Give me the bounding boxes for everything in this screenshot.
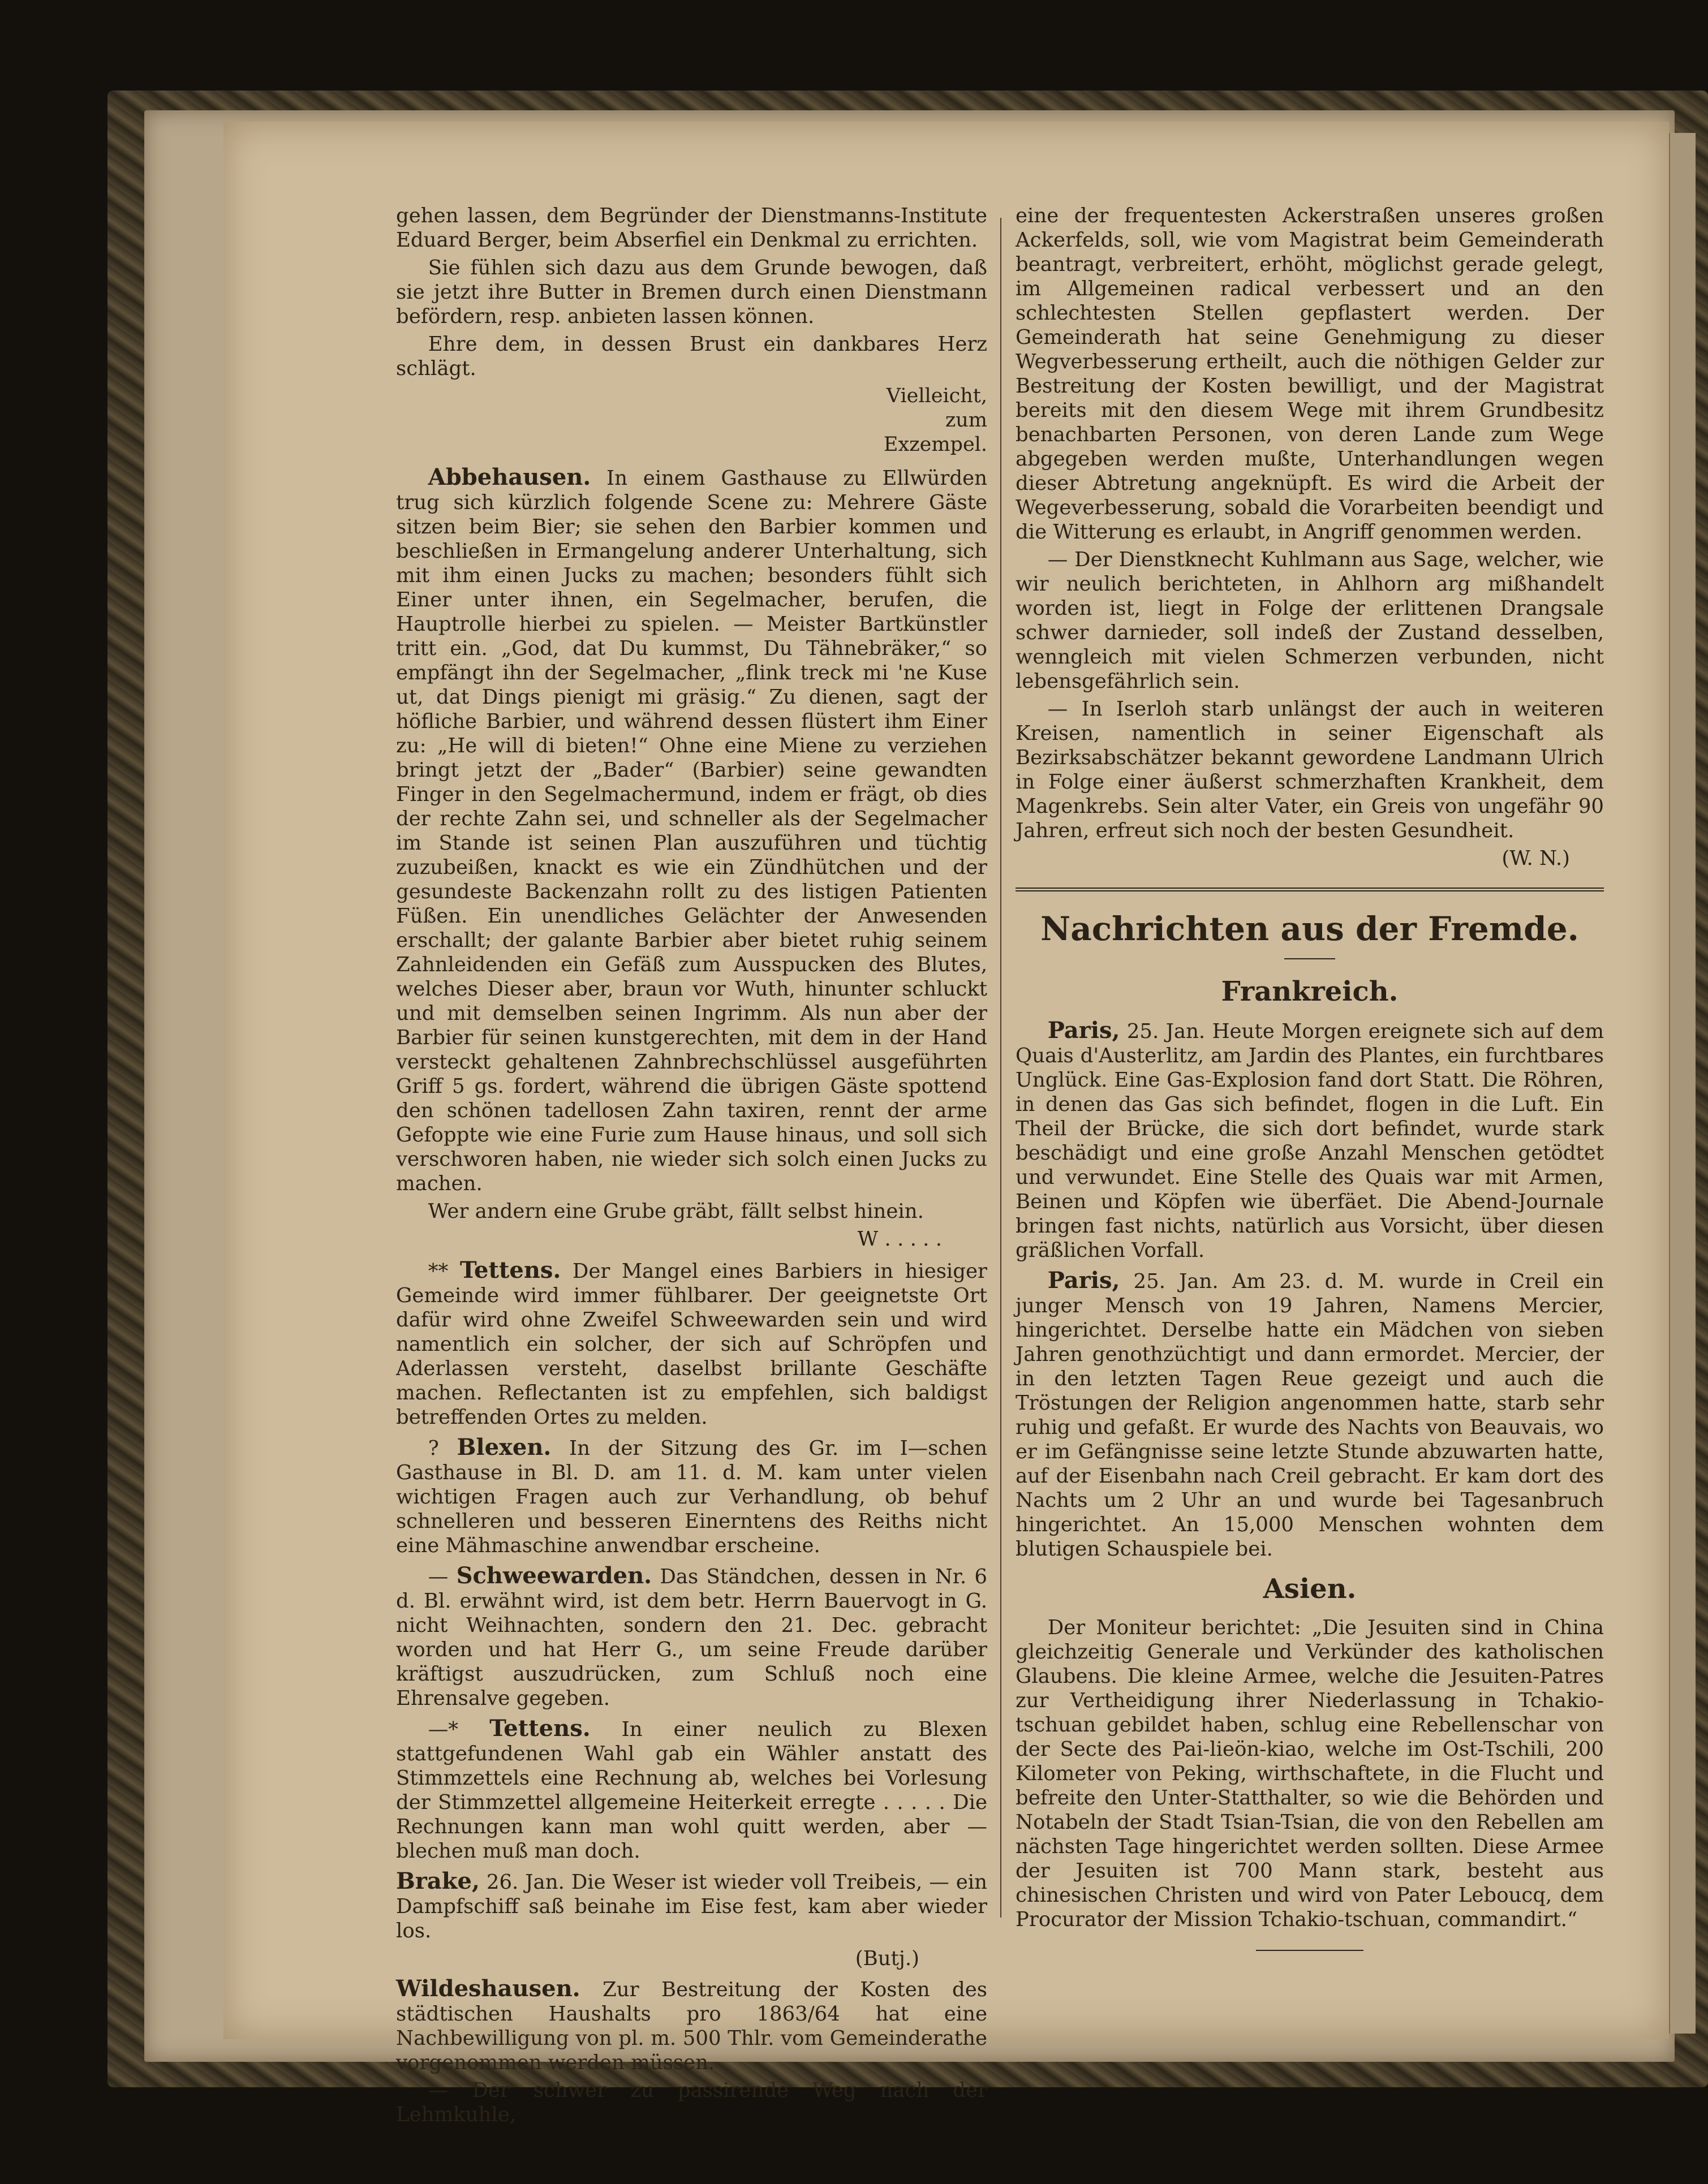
item-text: In einem Gasthause zu Ellwürden trug sich kürzlich folgende Scene zu: Mehrere Gäste sitzen beim Bier; sie sehen den Barbier kommen und beschließen in Ermangelung anderer Unterhaltung, sich mit ihm einen Jucks zu machen; besonders fühlt sich Einer unter ihnen, ein Segelmacher, berufen, die Hauptrolle hierbei zu spielen. — Meister Bartkünstler tritt ein. „God, dat Du kummst, Du Tähnebräker,“ so empfängt ihn der Segelmacher, „flink treck mi 'ne Kuse ut, dat Dings pienigt mi gräsig.“ Zu dienen, sagt der höfliche Barbier, und während dessen flüstert ihm Einer zu: „He will di bieten!“ Ohne eine Miene zu verziehen bringt jetzt der „Bader“ (Barbier) seine gewandten Finger in den Segelmachermund, indem er frägt, ob dies der rechte Zahn sei, und schneller als der Segelmacher im Stande ist seinen Plan auszuführen und tüchtig zuzubeißen, knackt es wie ein Zündhütchen und der gesundeste Backenzahn rollt zu des listigen Patienten Füßen. Ein unendliches Gelächter der Anwesenden erschallt; der galante Barbier aber bietet ruhig seinem Zahnleidenden ein Gefäß zum Ausspucken des Blutes, welches Dieser aber, braun vor Wuth, hinunter schluckt und mit demselben seinen Ingrimm. Als nun aber der Barbier für seinen kunstgerechten, mit dem in der Hand versteckt gehaltenen Zahnbrechschlüssel ausgeführten Griff 5 gs. fordert, während die übrigen Gäste spottend den schönen tadellosen Zahn taxiren, rennt der arme Gefoppte wie eine Furie zum Hause hinaus, und soll sich verschworen haben, nie wieder sich solch einen Jucks zu machen. (396, 467, 987, 1195)
item-text: In der Sitzung des Gr. im I—schen Gasthause in Bl. D. am 11. d. M. kam unter vielen wichtigen Fragen auch zur Verhandlung, ob behuf schnelleren und besseren Einerntens des Reiths nicht eine Mähmaschine anwendbar erscheine. (396, 1437, 987, 1557)
item-text: Das Ständchen, dessen in Nr. 6 d. Bl. erwähnt wird, ist dem betr. Herrn Bauervogt in G. nicht Weihnachten, sondern den 21. Dec. gebracht worden und hat Herr G., um seine Freude darüber kräftigst auszudrücken, zum Schluß noch eine Ehrensalve gegeben. (396, 1565, 987, 1710)
country-heading: Frankreich. (1221, 976, 1399, 1007)
news-item-wildeshausen (396, 1976, 987, 2075)
article-paragraph: — Der Dienstknecht Kuhlmann aus Sage, welcher, wie wir neulich berichteten, in Ahlhorn arg mißhandelt worden ist, liegt in Folge der erlittenen Drangsale schwer darnieder, soll indeß der Zustand desselben, wenngleich mit vielen Schmerzen verbunden, nicht lebensgefährlich sein. (1016, 548, 1604, 693)
article-paragraph: Sie fühlen sich dazu aus dem Grunde bewogen, daß sie jetzt ihre Butter in Bremen durch einen Dienstmann befördern, resp. anbieten lassen können. (396, 256, 987, 328)
news-item-paris (1016, 1018, 1604, 1263)
place-name: Tettens. (489, 1715, 591, 1742)
item-text: 26. Jan. Die Weser ist wieder voll Treibeis, — ein Dampfschiff saß beinahe im Eise fest, kam aber wieder los. (396, 1871, 987, 1942)
source-note: (W. N.) (1502, 847, 1570, 870)
place-name: Blexen. (457, 1434, 552, 1461)
news-item-asien: Der Moniteur berichtet: „Die Jesuiten sind in China gleichzeitig Generale und Verkünder des katholischen Glaubens. Die kleine Armee, welche die Jesuiten-Patres zur Vertheidigung ihrer Niederlassung in Tchakio-tschuan gebildet haben, schlug eine Rebellenschar von der Secte des Pai-lieön-kiao, welche im Ost-Tschili, 200 Kilometer von Peking, wirthschaftete, in die Flucht und befreite den Unter-Statthalter, so wie die Behörden und Notabeln der Stadt Tsian-Tsian, die von den Rebellen am nächsten Tage hingerichtet werden sollten. Diese Armee der Jesuiten ist 700 Mann stark, besteht aus chinesischen Christen und wird von Pater Leboucq, dem Procurator der Mission Tchakio-tschuan, commandirt.“ (1016, 1616, 1604, 1931)
column-divider (1000, 218, 1001, 1918)
place-name: Paris, (1047, 1017, 1120, 1044)
news-item-brake (396, 1869, 987, 1943)
right-column (1016, 204, 1604, 1951)
article-paragraph: Ehre dem, in dessen Brust ein dankbares Herz schlägt. (396, 333, 987, 380)
news-item-tettens: ** Tettens. Der Mangel eines Barbiers in hiesiger Gemeinde wird immer fühlbarer. Der geeignetste Ort dafür wird ohne Zweifel Schweewarden sein und wird namentlich ein solcher, der sich auf Schröpfen und Aderlassen versteht, daselbst brillante Geschäfte machen. Reflectanten ist zu empfehlen, sich baldigst betreffenden Ortes zu melden. (396, 1257, 987, 1429)
item-text: In einer neulich zu Blexen stattgefundenen Wahl gab ein Wähler anstatt des Stimmzettels eine Rechnung ab, welches bei Vorlesung der Stimmzettel allgemeine Heiterkeit erregte . . . . . Die Rechnungen kann man wohl quitt werden, aber — blechen muß man doch. (396, 1718, 987, 1863)
place-name: Abbehausen. (428, 464, 591, 490)
country-heading: Asien. (1263, 1573, 1357, 1605)
signature: W . . . . . (857, 1227, 942, 1251)
item-text: 25. Jan. Am 23. d. M. wurde in Creil ein junger Mensch von 19 Jahren, Namens Mercier, hingerichtet. Derselbe hatte ein Mädchen von sieben Jahren genothzüchtigt und dann ermordet. Mercier, der in den letzten Tagen Reue gezeigt und auch die Tröstungen der Religion angenommen hatte, starb sehr ruhig und gefaßt. Er wurde des Nachts von Beauvais, wo er im Gefängnisse seine letzte Stunde abzuwarten hatte, auf der Eisenbahn nach Creil gebracht. Er kam dort des Nachts um 2 Uhr an und wurde bei Tagesanbruch hingerichtet. An 15,000 Menschen wohnten dem blutigen Schauspiele bei. (1016, 1270, 1604, 1561)
item-text: Der Mangel eines Barbiers in hiesiger Gemeinde wird immer fühlbarer. Der geeignetste Ort dafür wird ohne Zweifel Schweewarden sein und wird namentlich ein solcher, der sich auf Schröpfen und Aderlassen versteht, daselbst brillante Geschäfte machen. Reflectanten ist zu empfehlen, sich baldigst betreffenden Ortes zu melden. (396, 1260, 987, 1429)
news-item-paris-2 (1016, 1268, 1604, 1561)
source-note: (Butj.) (855, 1947, 919, 1970)
article-paragraph: eine der frequentesten Ackerstraßen unseres großen Ackerfelds, soll, wie vom Magistrat beim Gemeinderath beantragt, verbreitert, erhöht, möglichst gerade gelegt, im Allgemeinen radical verbessert und an den schlechtesten Stellen gepflastert werden. Der Gemeinderath hat seine Genehmigung zu dieser Wegverbesserung ertheilt, auch die nöthigen Gelder zur Bestreitung der Kosten bewilligt, und der Magistrat bereits mit den diesem Wege mit ihrem Grundbesitz benachbarten Personen, von deren Lande zum Wege abgegeben werden mußte, Unterhandlungen wegen dieser Abtretung angeknüpft. Es wird die Arbeit der Wegeverbesserung, sobald die Vorarbeiten beendigt und die Witterung es erlaubt, in Angriff genommen werden. (1016, 204, 1604, 544)
news-item-blexen: ? Blexen. In der Sitzung des Gr. im I—schen Gasthause in Bl. D. am 11. d. M. kam unter vielen wichtigen Fragen auch zur Verhandlung, ob behuf schnelleren und besseren Einerntens des Reiths nicht eine Mähmaschine anwendbar erscheine. (396, 1434, 987, 1557)
section-title: Nachrichten aus der Fremde. (1040, 910, 1579, 948)
next-page-edge (1669, 133, 1696, 2034)
item-text: Zur Bestreitung der Kosten des städtischen Haushalts pro 1863/64 hat eine Nachbewilligung von pl. m. 500 Thlr. vom Gemeinderathe vorgenommen werden müssen. (396, 1978, 987, 2074)
left-column (396, 204, 987, 2130)
place-name: Brake, (396, 1868, 480, 1894)
end-ornament (1256, 1944, 1363, 1951)
news-item-abbehausen (396, 465, 987, 1196)
closing-line: Wer andern eine Grube gräbt, fällt selbst hinein. (428, 1200, 924, 1223)
place-name: Schweewarden. (456, 1562, 652, 1589)
article-paragraph: gehen lassen, dem Begründer der Dienstmanns-Institute Eduard Berger, beim Abserfiel ein Denkmal zu errichten. (396, 204, 987, 252)
place-name: Paris, (1047, 1267, 1120, 1294)
article-paragraph: — In Iserloh starb unlängst der auch in weiteren Kreisen, namentlich in seiner Eigenschaft als Bezirksabschätzer bekannt gewordene Landmann Ulrich in Folge einer äußerst schmerzhaften Krankheit, dem Magenkrebs. Sein alter Vater, ein Greis von ungefähr 90 Jahren, erfreut sich noch der besten Gesundheit. (1016, 697, 1604, 842)
article-paragraph: — Der schwer zu passirende Weg nach der Lehmkuhle, (396, 2079, 987, 2126)
section-divider (1016, 888, 1604, 894)
news-item-schweewarden: — Schweewarden. Das Ständchen, dessen in Nr. 6 d. Bl. erwähnt wird, ist dem betr. Herrn Bauervogt in G. nicht Weihnachten, sondern den 21. Dec. gebracht worden und hat Herr G., um seine Freude darüber kräftigst auszudrücken, zum Schluß noch eine Ehrensalve gegeben. (396, 1562, 987, 1710)
signature: Vielleicht, zum Exzempel. (883, 385, 987, 456)
news-item-tettens-2: —* Tettens. In einer neulich zu Blexen stattgefundenen Wahl gab ein Wähler anstatt des Stimmzettels eine Rechnung ab, welches bei Vorlesung der Stimmzettel allgemeine Heiterkeit erregte . . . . . Die Rechnungen kann man wohl quitt werden, aber — blechen muß man doch. (396, 1715, 987, 1863)
item-text: 25. Jan. Heute Morgen ereignete sich auf dem Quais d'Austerlitz, am Jardin des Plantes, ein furchtbares Unglück. Eine Gas-Explosion fand dort Statt. Die Röhren, in denen das Gas sich befindet, flogen in die Luft. Ein Theil der Brücke, die sich dort befindet, wurde stark beschädigt und eine große Anzahl Menschen getödtet und verwundet. Eine Stelle des Quais war mit Armen, Beinen und Köpfen wie überfäet. Die Abend-Journale bringen fast nichts, natürlich aus Vorsicht, über diesen gräßlichen Vorfall. (1016, 1020, 1604, 1262)
place-name: Tettens. (459, 1257, 561, 1283)
title-underline (1284, 958, 1335, 959)
place-name: Wildeshausen. (396, 1975, 580, 2002)
